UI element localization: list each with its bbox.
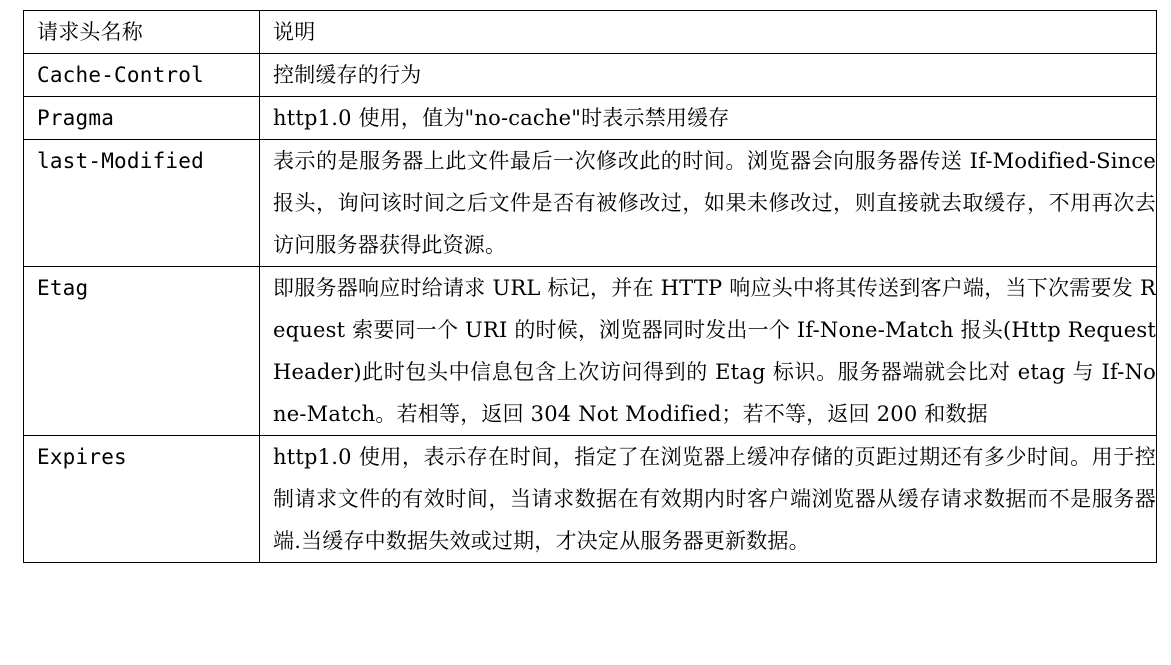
header-description: 即服务器响应时给请求 URL 标记，并在 HTTP 响应头中将其传送到客户端，当下次需要发 Request 索要同一个 URI 的时候，浏览器同时发出一个 If-None-Match 报头(Http RequestHeader)此时包头中信息包含上次访问得到的 Etag 标识。服务器端就会比对 etag 与 If-None-Match。若相等，返回 304 Not Modified；若不等，返回 200 和数据 bbox=[260, 267, 1157, 436]
header-name: Pragma bbox=[24, 97, 260, 140]
header-description-cell: 说明 bbox=[260, 11, 1157, 54]
header-name: Etag bbox=[24, 267, 260, 436]
table-row bbox=[24, 140, 1157, 267]
header-description: http1.0 使用，表示存在时间，指定了在浏览器上缓冲存储的页距过期还有多少时间。用于控制请求文件的有效时间，当请求数据在有效期内时客户端浏览器从缓存请求数据而不是服务器端.当缓存中数据失效或过期，才决定从服务器更新数据。 bbox=[260, 436, 1157, 563]
header-description: 控制缓存的行为 bbox=[260, 54, 1157, 97]
header-description: 表示的是服务器上此文件最后一次修改此的时间。浏览器会向服务器传送 If-Modified-Since 报头，询问该时间之后文件是否有被修改过，如果未修改过，则直接就去取缓存，不用再次去访问服务器获得此资源。 bbox=[260, 140, 1157, 267]
header-name-cell: 请求头名称 bbox=[24, 11, 260, 54]
header-name: last-Modified bbox=[24, 140, 260, 267]
header-name: Cache-Control bbox=[24, 54, 260, 97]
table-row bbox=[24, 97, 1157, 140]
table-header-row bbox=[24, 11, 1157, 54]
header-description: http1.0 使用，值为"no-cache"时表示禁用缓存 bbox=[260, 97, 1157, 140]
header-name: Expires bbox=[24, 436, 260, 563]
http-cache-headers-table bbox=[23, 10, 1157, 563]
table-row bbox=[24, 54, 1157, 97]
table-row bbox=[24, 267, 1157, 436]
table-row bbox=[24, 436, 1157, 563]
document-page bbox=[23, 10, 1156, 563]
